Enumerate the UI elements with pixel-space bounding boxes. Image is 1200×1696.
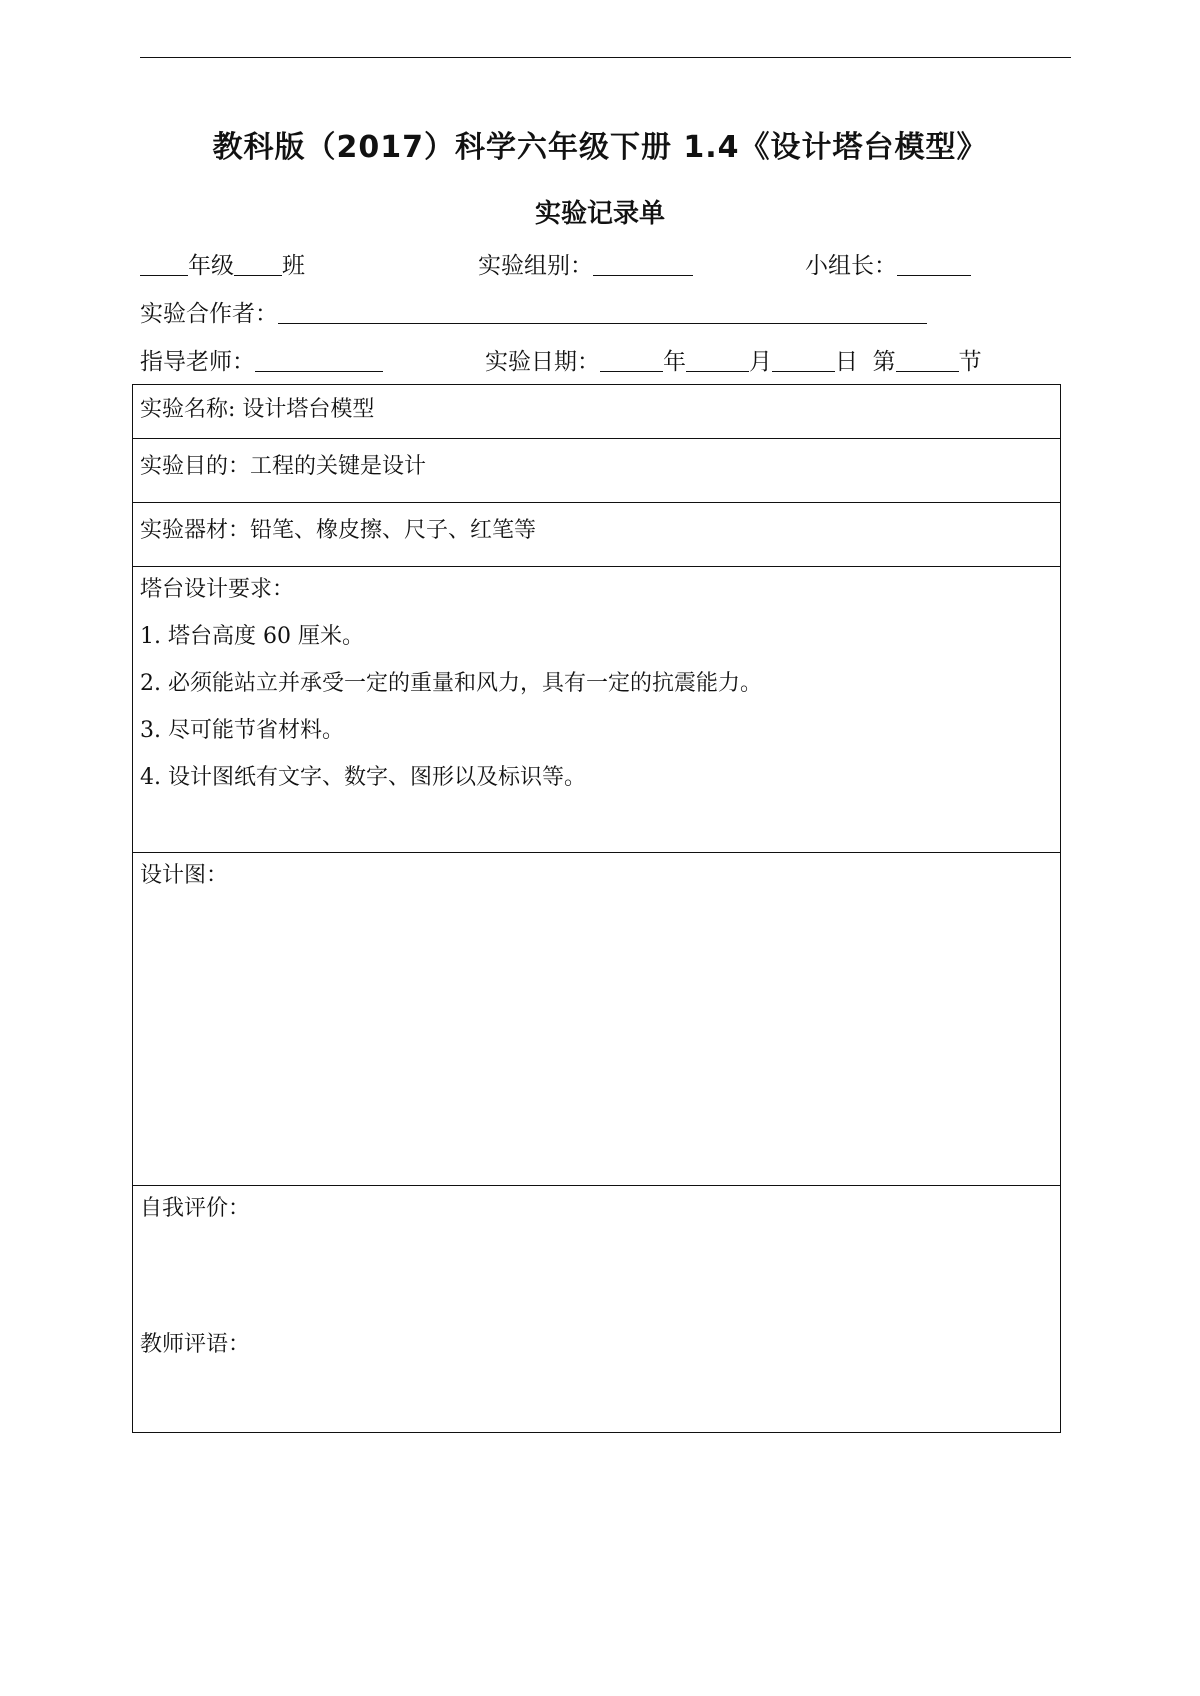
month-blank[interactable] <box>686 347 749 372</box>
experiment-purpose-text: 实验目的：工程的关键是设计 <box>140 454 427 479</box>
leader-label: 小组长： <box>805 253 897 279</box>
row-evaluation[interactable] <box>133 1185 1060 1432</box>
partners-field <box>140 299 927 329</box>
self-evaluation-label: 自我评价： <box>140 1196 251 1221</box>
grade-blank[interactable] <box>140 251 188 276</box>
header-rule <box>140 57 1071 58</box>
day-blank[interactable] <box>772 347 835 372</box>
grade-label: 年级 <box>188 253 234 279</box>
requirement-item-1: 1. 塔台高度 60 厘米。 <box>140 624 364 649</box>
class-label: 班 <box>282 253 305 279</box>
group-label: 实验组别： <box>478 253 593 279</box>
document-title: 教科版（2017）科学六年级下册 1.4《设计塔台模型》 <box>212 130 988 165</box>
row-design-drawing[interactable] <box>133 852 1060 1185</box>
date-label: 实验日期： <box>485 349 600 375</box>
teacher-evaluation-label: 教师评语： <box>140 1332 251 1357</box>
month-label: 月 <box>749 349 772 375</box>
period-blank[interactable] <box>896 347 959 372</box>
partners-blank[interactable] <box>278 299 927 324</box>
requirement-item-3: 3. 尽可能节省材料。 <box>140 718 344 743</box>
teacher-label: 指导老师： <box>140 349 255 375</box>
experiment-name-text: 实验名称: 设计塔台模型 <box>140 397 375 422</box>
leader-blank[interactable] <box>897 251 971 276</box>
partners-label: 实验合作者： <box>140 301 278 327</box>
period-prefix: 第 <box>872 349 896 375</box>
group-blank[interactable] <box>593 251 693 276</box>
class-blank[interactable] <box>234 251 282 276</box>
period-label: 节 <box>958 349 982 375</box>
teacher-field <box>140 347 383 377</box>
row-experiment-purpose <box>133 438 1060 502</box>
row-design-requirements <box>133 566 1060 852</box>
document-subtitle: 实验记录单 <box>534 199 665 229</box>
row-experiment-materials <box>133 502 1060 566</box>
row-experiment-name <box>133 385 1060 438</box>
grade-class-field <box>140 251 305 281</box>
date-field <box>485 347 982 377</box>
year-label: 年 <box>663 349 686 375</box>
requirements-heading: 塔台设计要求： <box>140 577 295 602</box>
record-table <box>132 384 1061 1433</box>
day-label: 日 <box>835 349 858 375</box>
experiment-materials-text: 实验器材：铅笔、橡皮擦、尺子、红笔等 <box>140 518 537 543</box>
group-field <box>478 251 693 281</box>
requirement-item-4: 4. 设计图纸有文字、数字、图形以及标识等。 <box>140 765 586 790</box>
leader-field <box>805 251 971 281</box>
teacher-blank[interactable] <box>255 347 383 372</box>
requirement-item-2: 2. 必须能站立并承受一定的重量和风力，具有一定的抗震能力。 <box>140 671 762 696</box>
design-drawing-label: 设计图： <box>140 863 229 888</box>
year-blank[interactable] <box>600 347 663 372</box>
